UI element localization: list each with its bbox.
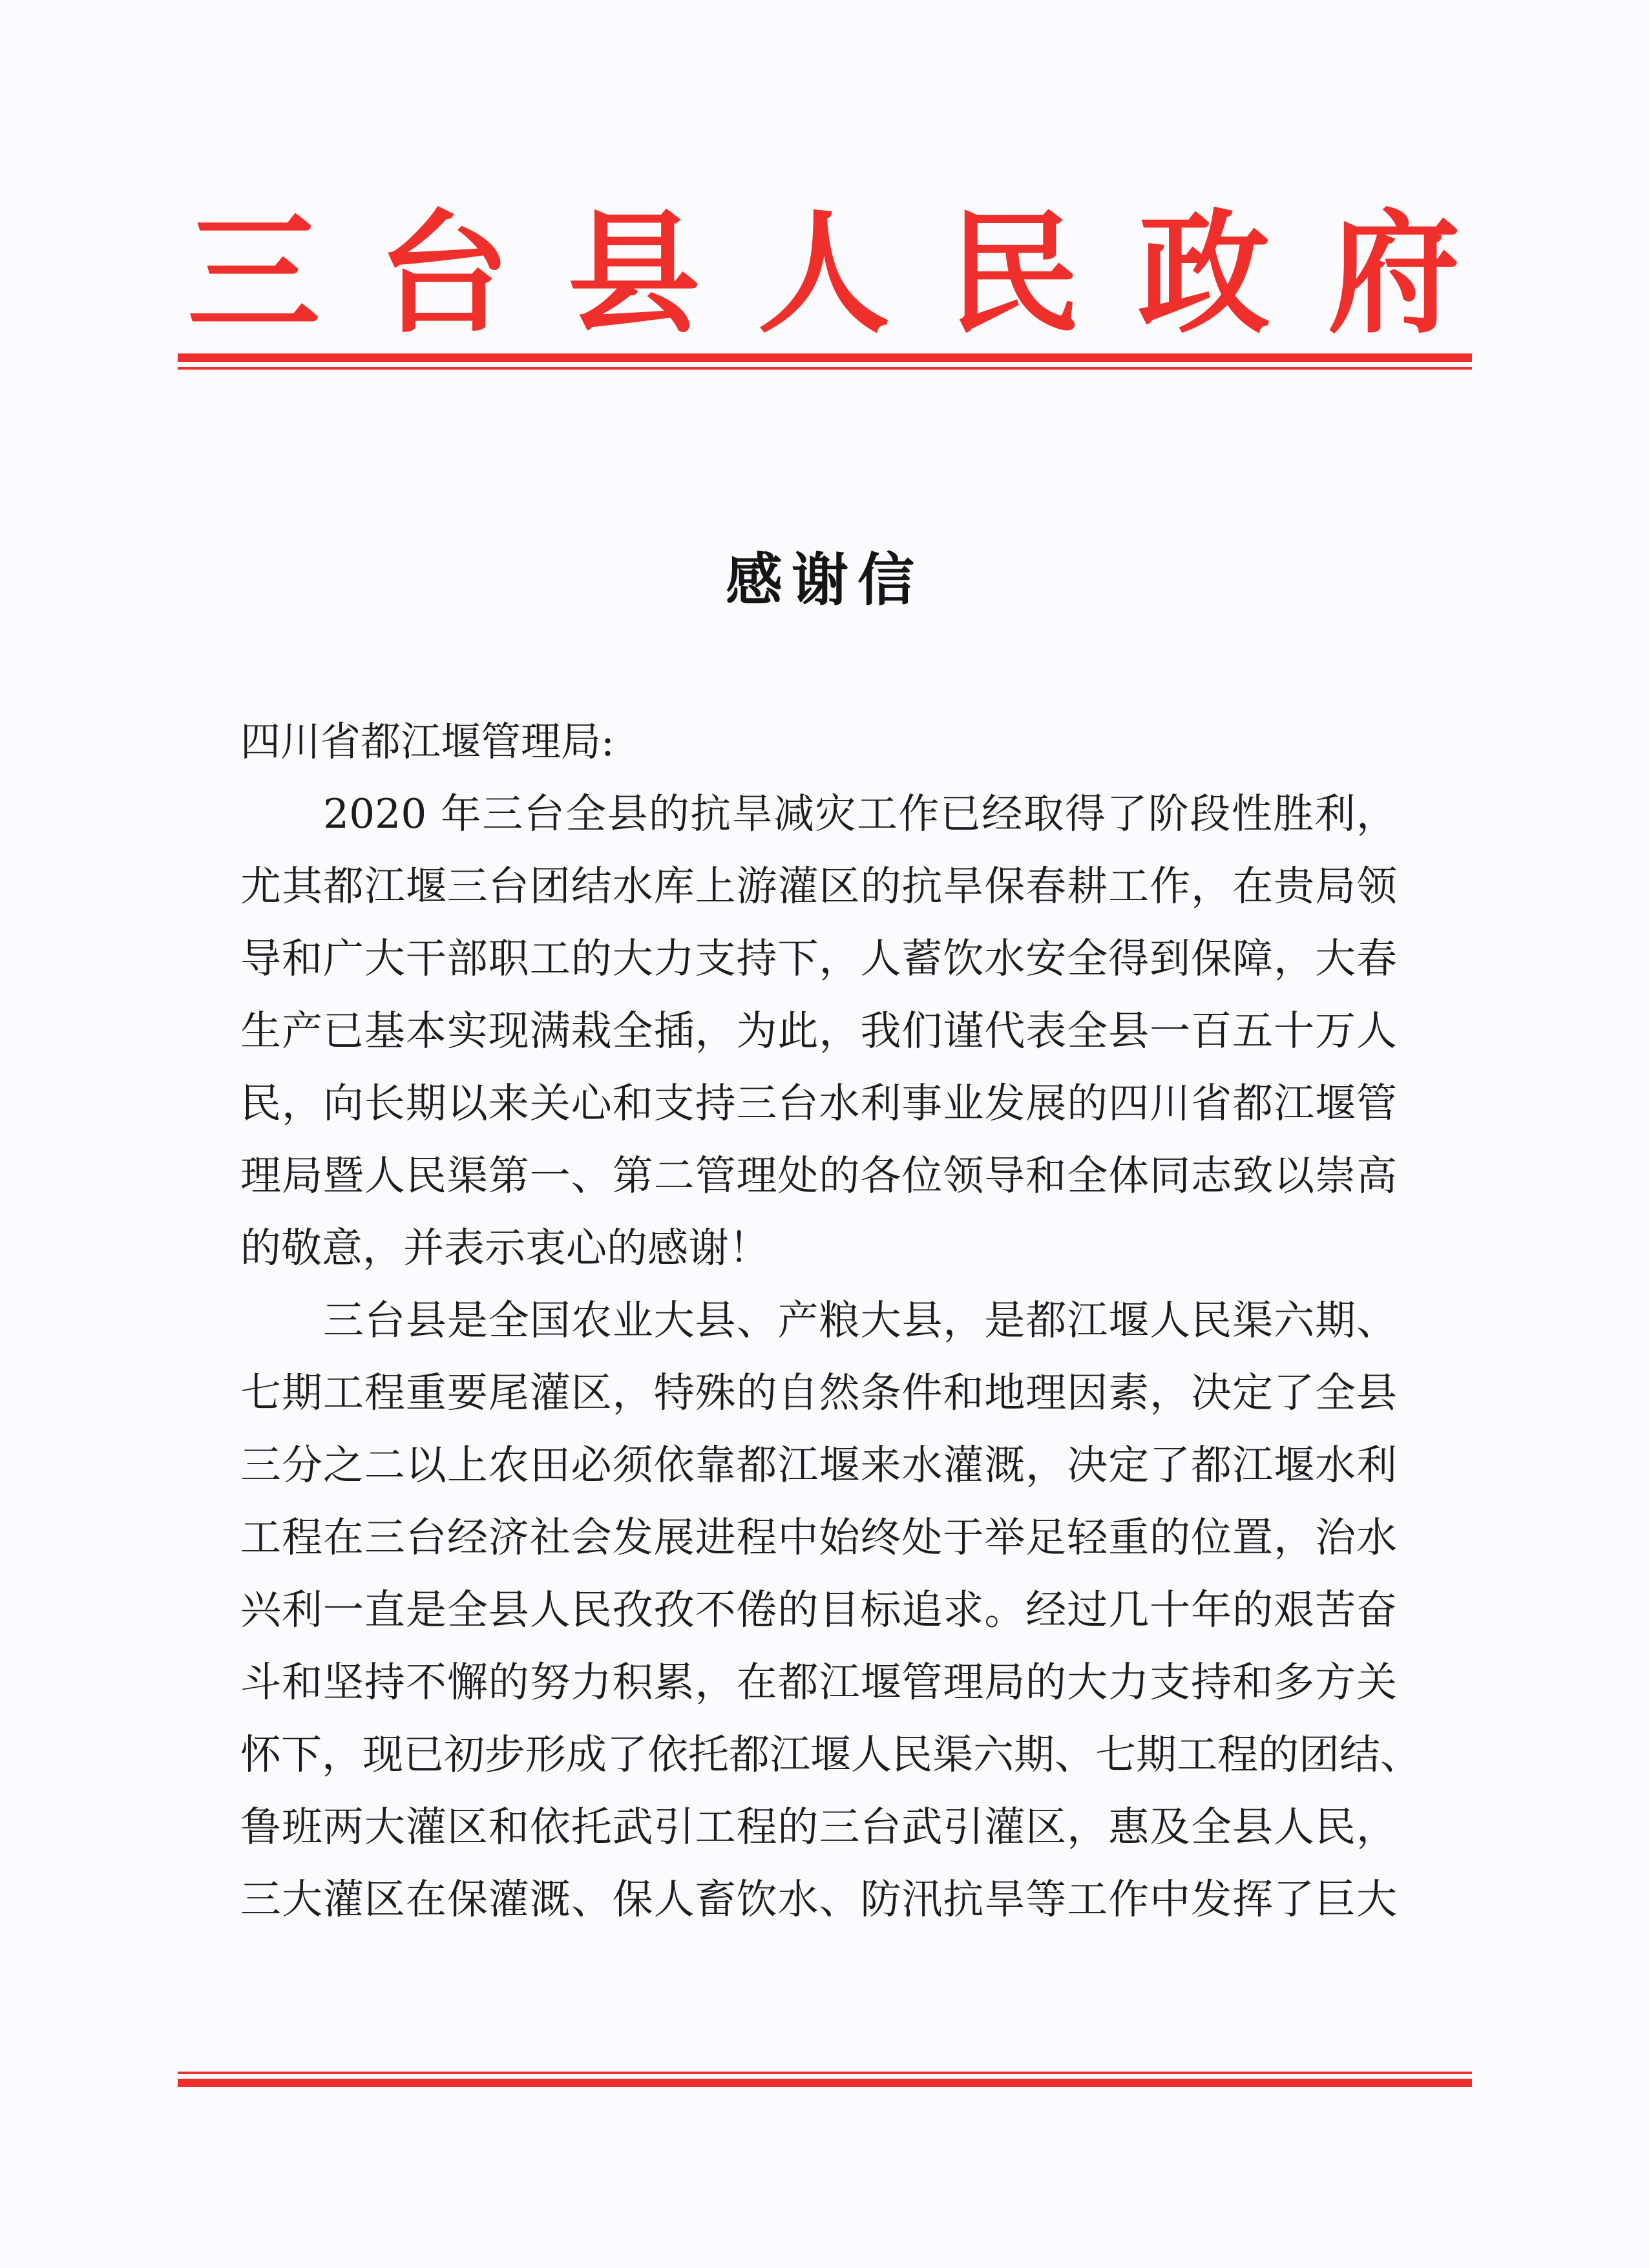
footer-rule-thin bbox=[178, 2072, 1472, 2074]
salutation: 四川省都江堰管理局: bbox=[240, 718, 614, 765]
letterhead-org-name bbox=[187, 197, 1460, 352]
body-line: 三台县是全国农业大县、产粮大县，是都江堰人民渠六期、 bbox=[323, 1297, 1397, 1344]
body-line: 斗和坚持不懈的努力积累，在都江堰管理局的大力支持和多方关 bbox=[240, 1659, 1397, 1706]
body-line: 民，向长期以来关心和支持三台水利事业发展的四川省都江堰管 bbox=[240, 1080, 1397, 1127]
letterhead-char: 县 bbox=[567, 198, 700, 352]
letterhead-rule-thin bbox=[178, 367, 1472, 370]
body-line: 工程在三台经济社会发展进程中始终处于举足轻重的位置，治水 bbox=[240, 1514, 1397, 1561]
body-line: 兴利一直是全县人民孜孜不倦的目标追求。经过几十年的艰苦奋 bbox=[240, 1586, 1397, 1633]
letterhead-rule-thick bbox=[178, 353, 1472, 362]
body-line: 三大灌区在保灌溉、保人畜饮水、防汛抗旱等工作中发挥了巨大 bbox=[240, 1876, 1397, 1923]
letterhead-char: 府 bbox=[1327, 198, 1460, 352]
letterhead-char: 民 bbox=[947, 198, 1080, 352]
letterhead-char: 人 bbox=[757, 198, 890, 352]
body-line: 七期工程重要尾灌区，特殊的自然条件和地理因素，决定了全县 bbox=[240, 1369, 1397, 1416]
body-line: 的敬意，并表示衷心的感谢！ bbox=[240, 1224, 770, 1272]
body-line: 生产已基本实现满栽全插，为此，我们谨代表全县一百五十万人 bbox=[240, 1007, 1397, 1055]
document-title: 感谢信 bbox=[725, 547, 923, 613]
letterhead-char: 台 bbox=[377, 198, 510, 352]
letterhead-char: 政 bbox=[1137, 198, 1270, 352]
body-line: 怀下，现已初步形成了依托都江堰人民渠六期、七期工程的团结、 bbox=[240, 1731, 1421, 1778]
footer-rule-thick bbox=[178, 2079, 1472, 2087]
body-line: 理局暨人民渠第一、第二管理处的各位领导和全体同志致以崇高 bbox=[240, 1152, 1397, 1199]
body-line: 鲁班两大灌区和依托武引工程的三台武引灌区，惠及全县人民， bbox=[240, 1803, 1397, 1851]
letterhead-char: 三 bbox=[187, 198, 320, 352]
body-line: 三分之二以上农田必须依靠都江堰来水灌溉，决定了都江堰水利 bbox=[240, 1442, 1397, 1489]
body-line: 尤其都江堰三台团结水库上游灌区的抗旱保春耕工作，在贵局领 bbox=[240, 863, 1397, 910]
body-line: 2020 年三台全县的抗旱减灾工作已经取得了阶段性胜利， bbox=[323, 790, 1397, 837]
body-line: 导和广大干部职工的大力支持下，人蓄饮水安全得到保障，大春 bbox=[240, 935, 1397, 982]
